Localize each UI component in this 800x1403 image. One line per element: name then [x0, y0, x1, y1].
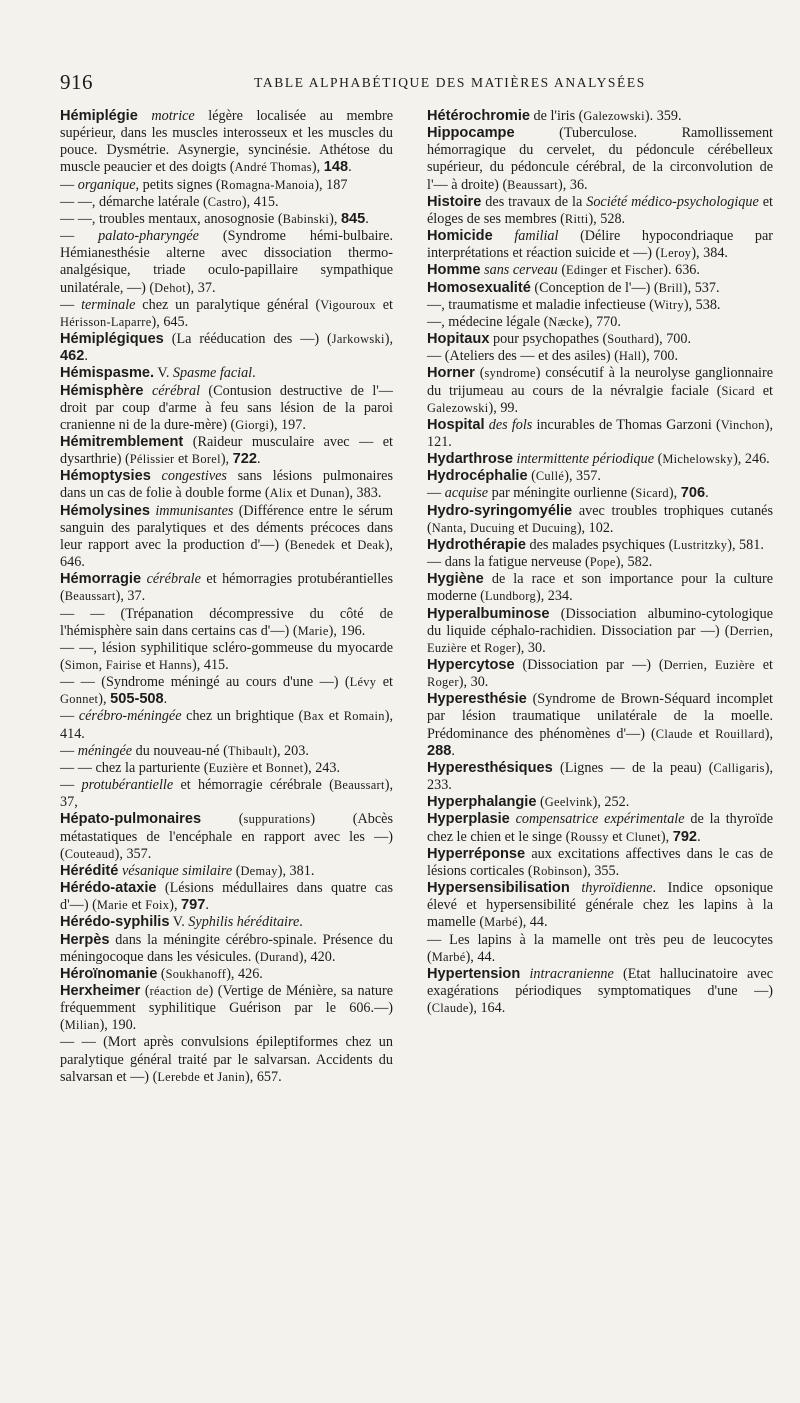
index-entry: Hygiène de la race et son importance pour la culture moderne (Lundborg), 234. [427, 571, 773, 605]
index-entry: — acquise par méningite ourlienne (Sicard), 706. [427, 485, 709, 502]
left-column [60, 108, 393, 1086]
running-title: TABLE ALPHABÉTIQUE DES MATIÈRES ANALYSÉES [254, 75, 646, 90]
index-entry: — Les lapins à la mamelle ont très peu de leucocytes (Marbé), 44. [427, 931, 773, 965]
index-entry: Hypercytose (Dissociation par —) (Derrien, Euzière et Roger), 30. [427, 657, 773, 691]
index-entry: Hémolysines immunisantes (Différence entre le sérum sanguin des paralytiques et des déments précoces dans leur rapport avec la production d'—) (Benedek et Deak), 646. [60, 502, 393, 571]
index-entry: Hypertension intracranienne (Etat hallucinatoire avec exagérations périodiques symptomatiques d'une —) (Claude), 164. [427, 965, 773, 1017]
index-entry: Histoire des travaux de la Société médico-psychologique et éloges de ses membres (Ritti), 528. [427, 193, 773, 227]
index-entry: Hospital des fols incurables de Thomas Garzoni (Vinchon), 121. [427, 416, 774, 450]
index-entry: — méningée du nouveau-né (Thibault), 203. [60, 742, 309, 759]
index-entry: — terminale chez un paralytique général (Vigouroux et Hérisson-Laparre), 645. [60, 296, 393, 330]
running-head [60, 70, 780, 100]
index-entry: Héroïnomanie (Soukhanoff), 426. [60, 965, 263, 982]
page-number: 916 [60, 70, 93, 94]
index-entry: Hippocampe (Tuberculose. Ramollissement hémorragique du cervelet, du pédoncule cérébelleux supérieur, du pédoncule cérébral, de la circonvolution de l'— à droite) (Beaussart), 36. [427, 125, 773, 193]
index-entry: — —, lésion syphilitique scléro-gommeuse du myocarde (Simon, Fairise et Hanns), 415. [60, 639, 393, 673]
index-entry: Hyperphalangie (Geelvink), 252. [427, 794, 630, 811]
index-entry: Hydrocéphalie (Cullé), 357. [427, 468, 601, 485]
index-entry: Hydro-syringomyélie avec troubles trophiques cutanés (Nanta, Ducuing et Ducuing), 102. [427, 502, 773, 536]
index-entry: Hémisphère cérébral (Contusion destructive de l'— droit par coup d'arme à feu sans lésion de la paroi cranienne ni de la dure-mère) (Giorgi), 197. [60, 382, 393, 433]
index-entry: Hémitremblement (Raideur musculaire avec — et dysarthrie) (Pélissier et Borel), 722. [60, 433, 393, 468]
index-entry: Hydrothérapie des malades psychiques (Lustritzky), 581. [427, 536, 764, 553]
index-entry: — dans la fatigue nerveuse (Pope), 582. [427, 554, 653, 571]
index-entry: Hémiplégie motrice légère localisée au membre supérieur, dans les muscles interosseux et les muscles du pouce. Dysmétrie. Asynergie, syncinésie. Athétose du muscle peaucier et des doigts (André Thomas), 148. [60, 108, 394, 176]
index-entry: — — chez la parturiente (Euzière et Bonnet), 243. [60, 759, 341, 776]
index-entry: Hétérochromie de l'iris (Galezowski). 359. [427, 108, 682, 124]
index-entry: Hyperesthésiques (Lignes — de la peau) (Calligaris), 233. [427, 759, 773, 794]
index-entry: Homosexualité (Conception de l'—) (Brill), 537. [427, 279, 720, 296]
index-entry: Hémorragie cérébrale et hémorragies protubérantielles (Beaussart), 37. [60, 571, 393, 605]
index-entry: Hopitaux pour psychopathes (Southard), 700. [427, 331, 692, 348]
index-entry: Hépato-pulmonaires (suppurations) (Abcès métastatiques de l'encéphale en rapport avec les —) (Couteaud), 357. [60, 811, 393, 862]
index-entry: Herpès dans la méningite cérébro-spinale. Présence du méningocoque dans les vésicules. (Durand), 420. [60, 931, 393, 965]
index-entry: Hyperalbuminose (Dissociation albumino-cytologique du liquide céphalo-rachidien. Dissociation par —) (Derrien, Euzière et Roger), 30. [427, 605, 773, 656]
index-entry: — — (Mort après convulsions épileptiformes chez un paralytique général traité par le salvarsan. Accidents du salvarsan et —) (Lerebde et Janin), 657. [60, 1034, 393, 1085]
index-entry: — — (Syndrome méningé au cours d'une —) (Lévy et Gonnet), 505-508. [60, 674, 393, 708]
index-entry: — —, démarche latérale (Castro), 415. [60, 193, 279, 210]
index-entry: Hémiplégiques (La rééducation des —) (Jarkowski), 462. [60, 331, 393, 365]
index-entry: Hémispasme. V. Spasme facial. [60, 365, 256, 382]
index-entry: Homicide familial (Délire hypocondriaque par interprétations et réaction suicide et —) (Leroy), 384. [427, 228, 773, 262]
right-column [427, 108, 773, 1017]
index-entry: — palato-pharyngée (Syndrome hémi-bulbaire. Hémianesthésie alterne avec dissociation thermo-analgésique, triade oculo-papillaire sympathique unilatérale, —) (Dehot), 37. [60, 228, 393, 296]
index-entry: —, médecine légale (Næcke), 770. [427, 313, 621, 330]
index-entry: — — (Trépanation décompressive du côté de l'hémisphère sain dans certains cas d'—) (Marie), 196. [60, 605, 393, 639]
index-entry: Hyperplasie compensatrice expérimentale de la thyroïde chez le chien et le singe (Roussy et Clunet), 792. [427, 811, 773, 845]
index-entry: Hémoptysies congestives sans lésions pulmonaires dans un cas de folie à double forme (Alix et Dunan), 383. [60, 468, 394, 502]
index-entry: Homme sans cerveau (Edinger et Fischer). 636. [427, 262, 700, 279]
index-entry: — protubérantielle et hémorragie cérébrale (Beaussart), 37, [60, 777, 393, 811]
index-entry: Hérédité vésanique similaire (Demay), 381. [60, 862, 315, 879]
index-entry: —, traumatisme et maladie infectieuse (Witry), 538. [427, 296, 721, 313]
index-entry: Hypersensibilisation thyroïdienne. Indice opsonique élevé et hypersensibilité générale chez les lapins à la mamelle (Marbé), 44. [427, 880, 773, 931]
index-entry: Hyperesthésie (Syndrome de Brown-Séquard incomplet par lésion traumatique unilatérale de la moelle. Prédominance des phénomènes d'—) (Claude et Rouillard), 288. [427, 691, 773, 759]
index-entry: Hérédo-ataxie (Lésions médullaires dans quatre cas d'—) (Marie et Foix), 797. [60, 880, 393, 914]
index-entry: Hydarthrose intermittente périodique (Michelowsky), 246. [427, 451, 770, 468]
index-entry: — —, troubles mentaux, anosognosie (Babinski), 845. [60, 210, 369, 227]
index-entry: — (Ateliers des — et des asiles) (Hall), 700. [427, 348, 679, 365]
index-entry: — cérébro-méningée chez un brightique (Bax et Romain), 414. [60, 708, 394, 742]
index-entry: Horner (syndrome) consécutif à la neurolyse ganglionnaire du trijumeau au cours de la névralgie faciale (Sicard et Galezowski), 99. [427, 365, 773, 416]
index-entry: — organique, petits signes (Romagna-Manoia), 187 [60, 176, 348, 193]
index-entry: Herxheimer (réaction de) (Vertige de Ménière, sa nature fréquemment syphilitique Guérison par le 606.—) (Milian), 190. [60, 982, 393, 1034]
index-entry: Hérédo-syphilis V. Syphilis héréditaire. [60, 914, 303, 931]
index-entry: Hyperréponse aux excitations affectives dans le cas de lésions corticales (Robinson), 355. [427, 845, 773, 879]
